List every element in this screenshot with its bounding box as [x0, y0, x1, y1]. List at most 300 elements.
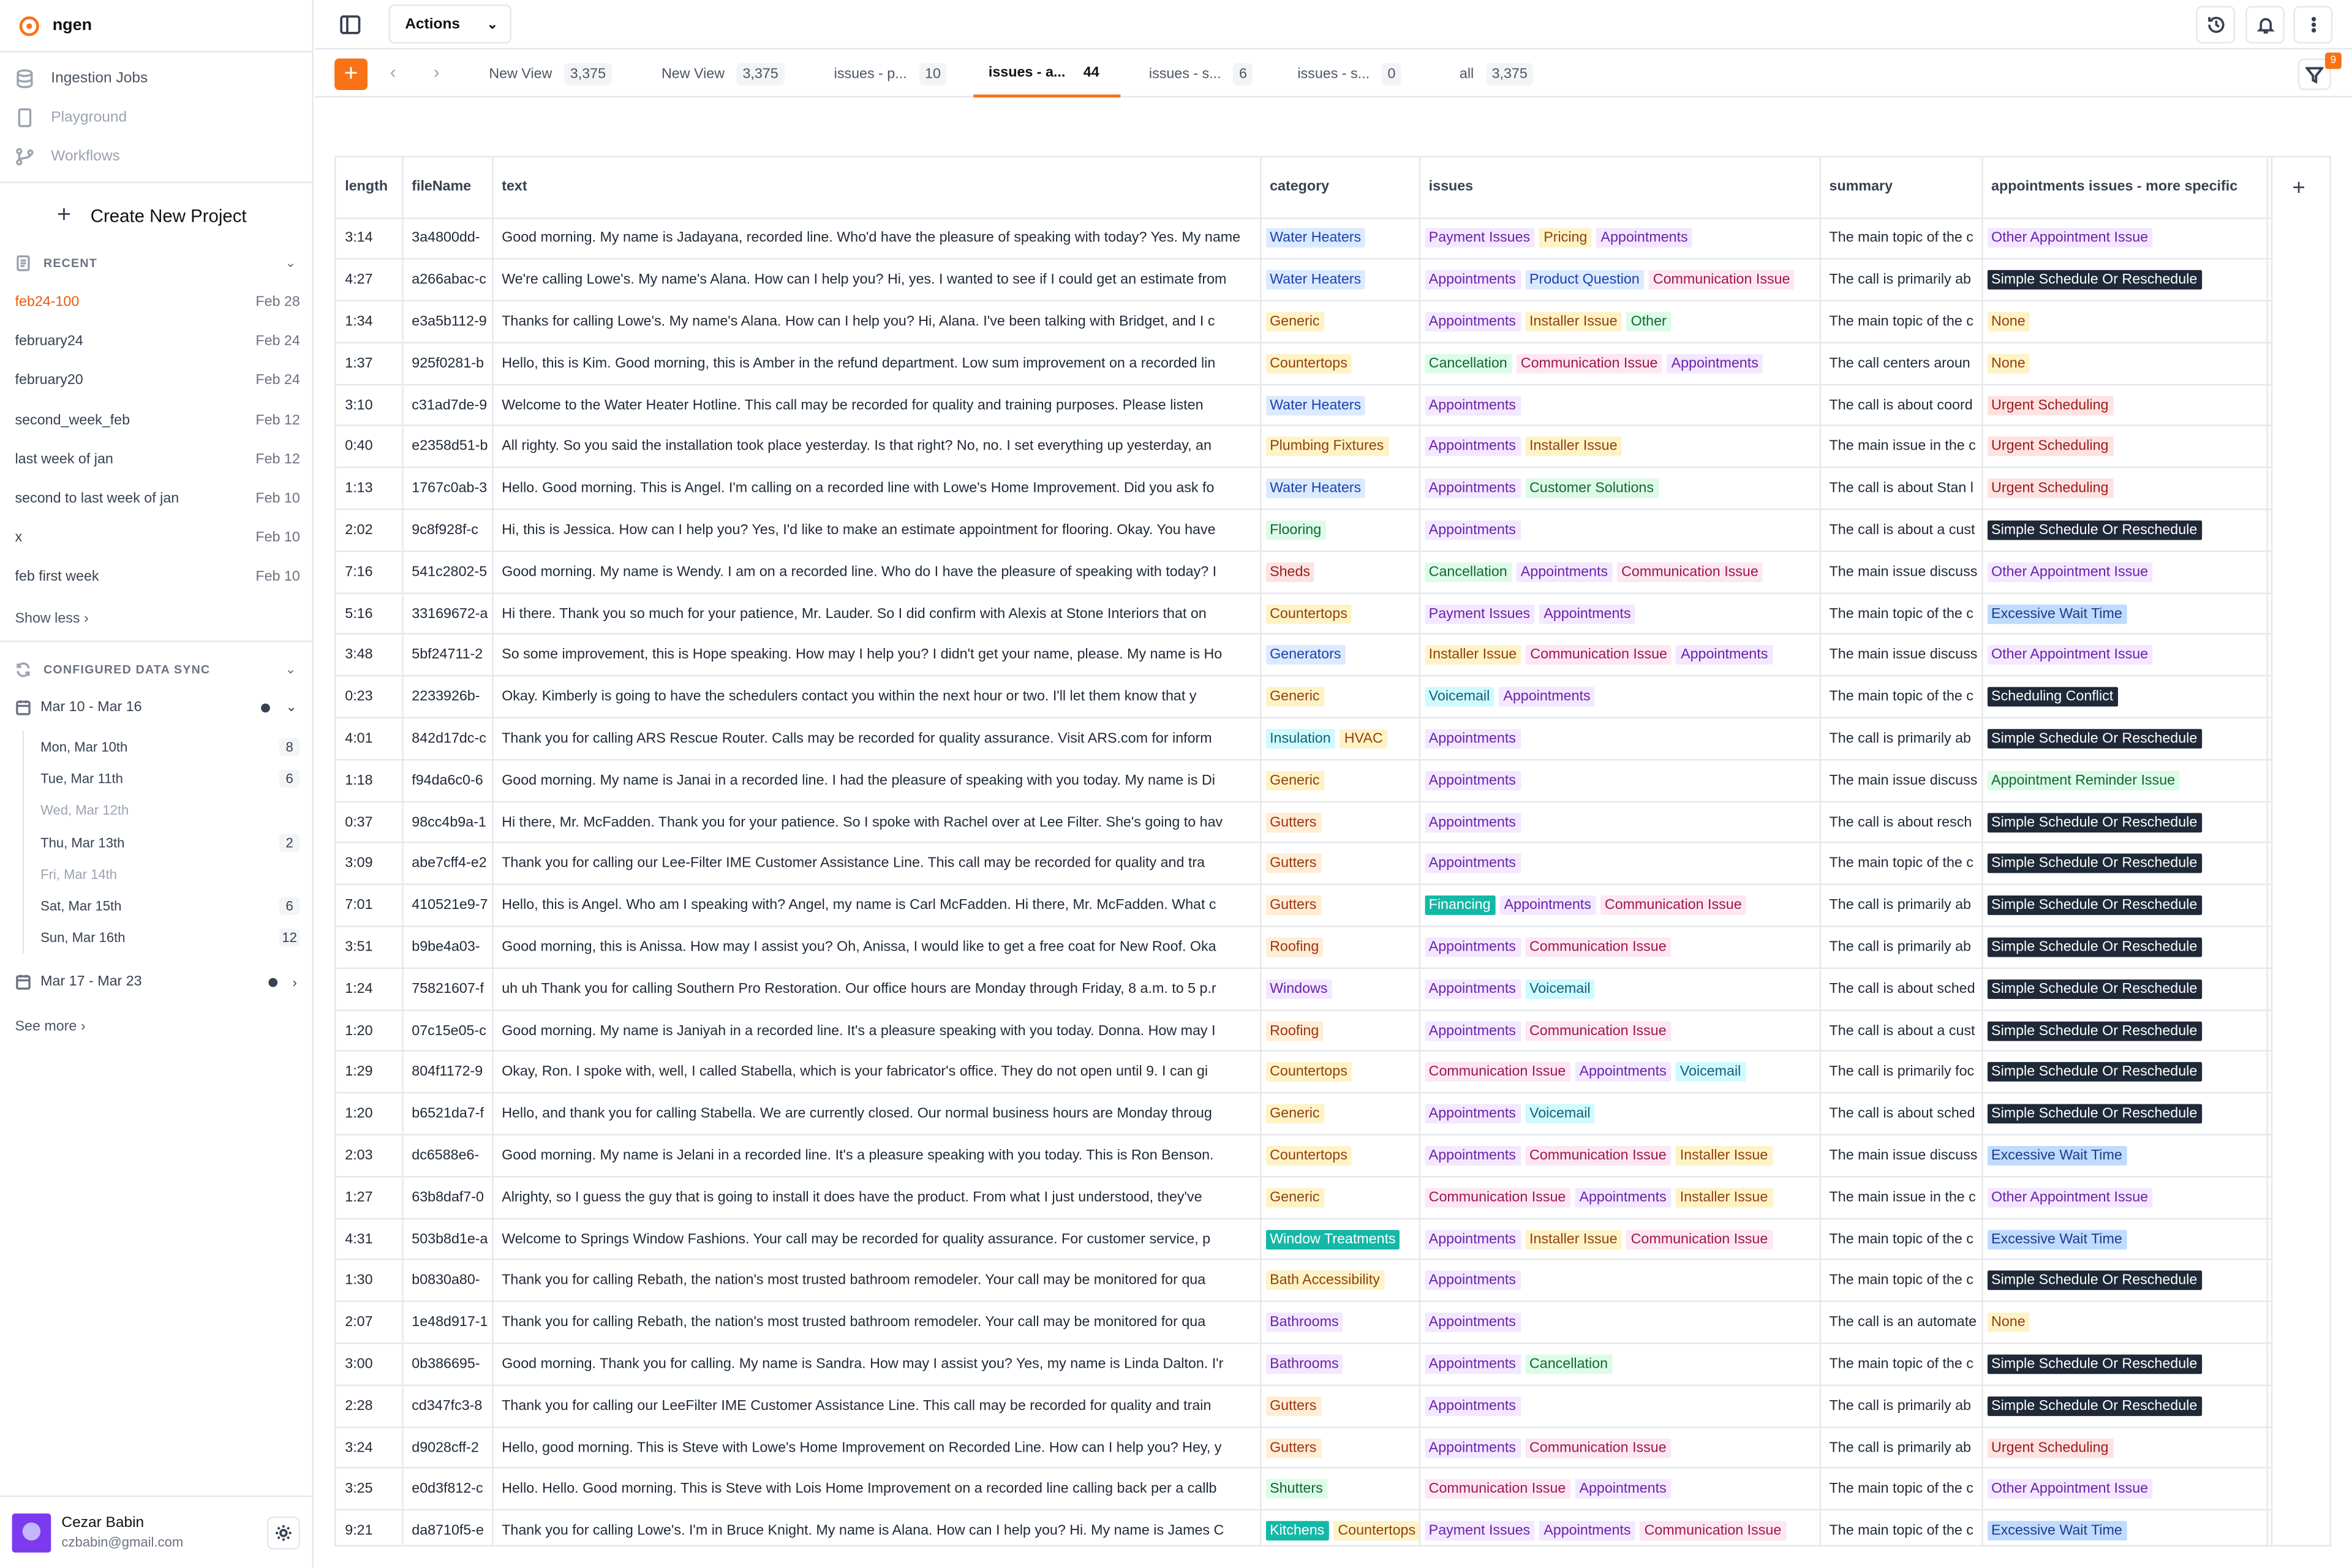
cell-category	[1260, 843, 1419, 884]
table-row[interactable]	[336, 426, 2271, 467]
more-vertical-icon	[2303, 15, 2323, 34]
cell-summary: The main topic of the c	[1820, 593, 1981, 635]
cell-issues	[1419, 426, 1820, 467]
table-row[interactable]	[336, 342, 2271, 384]
tag-pill: Simple Schedule Or Reschedule	[1987, 729, 2202, 748]
cell-appointment-issue	[1981, 593, 2271, 635]
cell-length: 1:37	[336, 342, 402, 384]
table-row[interactable]	[336, 1385, 2271, 1427]
history-button[interactable]	[2196, 6, 2235, 43]
cell-summary: The call is about sched	[1820, 968, 1981, 1009]
cell-issues	[1419, 926, 1820, 968]
cell-appointment-issue	[1981, 426, 2271, 467]
cell-length: 3:51	[336, 926, 402, 968]
nav-workflows[interactable]	[0, 137, 312, 176]
sync-day-item[interactable]	[24, 858, 301, 890]
tag-pill: Appointments	[1499, 895, 1596, 915]
column-header[interactable]: category	[1260, 157, 1419, 217]
project-date: Feb 10	[255, 529, 300, 546]
ngen-logo-icon	[18, 14, 40, 37]
cell-issues	[1419, 676, 1820, 718]
cell-text: So some improvement, this is Hope speaking. How may I help you? I didn't get your name, please. My name is Ho	[492, 635, 1260, 676]
plus-icon: +	[2292, 175, 2305, 202]
tag-pill: Appointments	[1575, 1479, 1671, 1499]
tag-pill: Payment Issues	[1424, 228, 1534, 248]
cell-category	[1260, 926, 1419, 968]
range-label: Mar 17 - Mar 23	[40, 973, 142, 990]
cell-text: Good morning. Thank you for calling. My name is Sandra. How may I assist you? Yes, my name is Linda Dalton. I'r	[492, 1343, 1260, 1385]
tag-pill: Communication Issue	[1516, 353, 1662, 373]
database-icon	[15, 68, 34, 88]
cell-issues	[1419, 1260, 1820, 1302]
recent-header[interactable]	[15, 255, 296, 271]
day-label: Sat, Mar 15th	[40, 899, 122, 914]
tag-pill: Communication Issue	[1525, 1438, 1671, 1457]
recent-label: RECENT	[43, 256, 97, 270]
cell-appointment-issue	[1981, 1260, 2271, 1302]
tag-pill: Payment Issues	[1424, 604, 1534, 624]
recent-project-item[interactable]	[15, 565, 300, 604]
day-count-badge: 2	[279, 833, 300, 851]
cell-summary: The call is about resch	[1820, 801, 1981, 843]
tag-pill: Appointments	[1424, 396, 1520, 415]
cell-appointment-issue	[1981, 1385, 2271, 1427]
cell-text: Thank you for calling our LeeFilter IME Customer Assistance Line. This call may be recorded for quality and train	[492, 1385, 1260, 1427]
cell-summary: The call is about sched	[1820, 1093, 1981, 1135]
tag-pill: Communication Issue	[1525, 1021, 1671, 1041]
table-row[interactable]	[336, 1343, 2271, 1385]
table-row[interactable]	[336, 510, 2271, 551]
cell-text: Thank you for calling ARS Rescue Router. Calls may be recorded for quality assurance. Visit ARS.com for inform	[492, 718, 1260, 760]
cell-issues	[1419, 1302, 1820, 1343]
actions-dropdown[interactable]	[388, 4, 511, 43]
cell-length: 0:23	[336, 676, 402, 718]
table-row[interactable]	[336, 1468, 2271, 1510]
recent-project-item[interactable]	[15, 407, 300, 447]
cell-summary: The main topic of the c	[1820, 676, 1981, 718]
sync-day-item[interactable]	[24, 922, 301, 954]
cell-filename: 0b386695-	[402, 1343, 492, 1385]
column-header[interactable]: fileName	[402, 157, 492, 217]
table-row[interactable]	[336, 718, 2271, 760]
table-row[interactable]	[336, 301, 2271, 342]
cell-summary: The call is primarily ab	[1820, 884, 1981, 926]
nav-ingestion-jobs[interactable]	[0, 59, 312, 98]
tag-pill: Countertops	[1265, 1063, 1352, 1082]
data-sync-header[interactable]	[15, 662, 296, 678]
cell-category	[1260, 1260, 1419, 1302]
cell-issues	[1419, 384, 1820, 426]
cell-appointment-issue	[1981, 1177, 2271, 1218]
cell-summary: The call is about a cust	[1820, 1010, 1981, 1052]
cell-filename: 842d17dc-c	[402, 718, 492, 760]
cell-length: 3:14	[336, 217, 402, 259]
view-tab[interactable]	[819, 51, 962, 97]
cell-issues	[1419, 1177, 1820, 1218]
cell-issues	[1419, 1343, 1820, 1385]
cell-summary: The main topic of the c	[1820, 301, 1981, 342]
create-project-button[interactable]	[57, 203, 247, 230]
tab-label: New View	[662, 66, 725, 83]
cell-length: 3:00	[336, 1343, 402, 1385]
project-name: feb24-100	[15, 294, 80, 311]
nav-label: Workflows	[51, 148, 120, 165]
tag-pill: Roofing	[1265, 937, 1324, 957]
project-date: Feb 28	[255, 294, 300, 311]
tag-pill: Appointments	[1424, 1396, 1520, 1415]
table-row[interactable]	[336, 968, 2271, 1009]
project-date: Feb 24	[255, 372, 300, 390]
tag-pill: Water Heaters	[1265, 270, 1366, 290]
cell-summary: The call is primarily ab	[1820, 926, 1981, 968]
create-project-label: Create New Project	[90, 205, 247, 227]
chevron-down-icon: ⌄	[285, 699, 297, 714]
tag-pill: Urgent Scheduling	[1987, 1438, 2113, 1457]
project-name: last week of jan	[15, 451, 113, 468]
cell-category	[1260, 1177, 1419, 1218]
top-toolbar	[315, 0, 2352, 50]
tag-pill: Gutters	[1265, 854, 1321, 873]
recent-list	[15, 290, 300, 604]
column-header[interactable]: issues	[1419, 157, 1820, 217]
cell-text: Hi there. Thank you so much for your patience, Mr. Lauder. So I did confirm with Alexis at Stone Interiors that on	[492, 593, 1260, 635]
cell-category	[1260, 217, 1419, 259]
tab-count: 3,375	[564, 63, 612, 86]
recent-project-item[interactable]	[15, 447, 300, 486]
table-row[interactable]	[336, 676, 2271, 718]
tag-pill: Appointments	[1424, 1229, 1520, 1249]
cell-issues	[1419, 760, 1820, 801]
cell-appointment-issue	[1981, 760, 2271, 801]
sync-day-item[interactable]	[24, 890, 301, 922]
sidebar-toggle-icon[interactable]	[339, 13, 361, 36]
add-column-button[interactable]	[2266, 157, 2329, 1547]
cell-text: Hello, this is Kim. Good morning, this is Amber in the refund department. Low sum improvement on a recorded lin	[492, 342, 1260, 384]
cell-appointment-issue	[1981, 259, 2271, 301]
cell-issues	[1419, 635, 1820, 676]
cell-category	[1260, 760, 1419, 801]
tag-pill: Excessive Wait Time	[1987, 1146, 2127, 1166]
cell-length: 1:30	[336, 1260, 402, 1302]
tag-pill: Appointments	[1424, 729, 1520, 748]
cell-appointment-issue	[1981, 1135, 2271, 1177]
tag-pill: Appointments	[1424, 1146, 1520, 1166]
cell-issues	[1419, 301, 1820, 342]
tag-pill: None	[1987, 1313, 2030, 1332]
cell-filename: 1767c0ab-3	[402, 468, 492, 510]
tag-pill: Gutters	[1265, 1396, 1321, 1415]
cell-text: Hi, this is Jessica. How can I help you? Yes, I'd like to make an estimate appointment for flooring. Okay. You have	[492, 510, 1260, 551]
table-row[interactable]	[336, 468, 2271, 510]
sync-range-2[interactable]	[15, 973, 296, 990]
cell-summary: The call is primarily foc	[1820, 1052, 1981, 1093]
tag-pill: Communication Issue	[1525, 937, 1671, 957]
cell-appointment-issue	[1981, 1052, 2271, 1093]
tag-pill: Simple Schedule Or Reschedule	[1987, 521, 2202, 540]
cell-issues	[1419, 1510, 1820, 1547]
tag-pill: Excessive Wait Time	[1987, 1229, 2127, 1249]
add-view-button[interactable]	[334, 59, 368, 90]
cell-text: Hello. Hello. Good morning. This is Steve with Lois Home Improvement on a recorded line calling back per a callb	[492, 1468, 1260, 1510]
tag-pill: Other	[1626, 312, 1671, 331]
cell-summary: The call is about Stan l	[1820, 468, 1981, 510]
tag-pill: Sheds	[1265, 562, 1315, 582]
cell-summary: The call is about a cust	[1820, 510, 1981, 551]
tag-pill: HVAC	[1340, 729, 1387, 748]
table-row[interactable]	[336, 1093, 2271, 1135]
cell-length: 1:20	[336, 1093, 402, 1135]
view-tab[interactable]	[1444, 51, 1548, 97]
tag-pill: Water Heaters	[1265, 396, 1366, 415]
table-row[interactable]	[336, 551, 2271, 593]
table-row[interactable]	[336, 926, 2271, 968]
tag-pill: Bathrooms	[1265, 1354, 1343, 1374]
sync-day-item[interactable]	[24, 763, 301, 794]
tag-pill: Countertops	[1333, 1521, 1419, 1541]
plus-icon: +	[344, 61, 358, 86]
cell-summary: The call is an automate	[1820, 1302, 1981, 1343]
status-dot	[262, 703, 271, 712]
cell-issues	[1419, 342, 1820, 384]
table-row[interactable]	[336, 593, 2271, 635]
cell-appointment-issue	[1981, 968, 2271, 1009]
main-nav	[0, 59, 312, 176]
table-row[interactable]	[336, 1302, 2271, 1343]
file-icon	[15, 255, 31, 271]
cell-text: Hello, and thank you for calling Stabella. We are currently closed. Our normal business hours are Monday throug	[492, 1093, 1260, 1135]
cell-category	[1260, 676, 1419, 718]
cell-filename: 503b8d1e-a	[402, 1218, 492, 1260]
table-row[interactable]	[336, 884, 2271, 926]
sync-day-item[interactable]	[24, 794, 301, 826]
settings-button[interactable]	[267, 1517, 300, 1550]
column-header[interactable]: appointments issues - more specific	[1981, 157, 2271, 217]
tag-pill: Voicemail	[1525, 1104, 1595, 1124]
tab-count: 44	[1083, 64, 1099, 81]
column-header[interactable]: summary	[1820, 157, 1981, 217]
cell-filename: e3a5b112-9	[402, 301, 492, 342]
cell-issues	[1419, 510, 1820, 551]
tag-pill: Payment Issues	[1424, 1521, 1534, 1541]
cell-summary: The call is primarily ab	[1820, 1427, 1981, 1468]
tag-pill: Generic	[1265, 1188, 1324, 1207]
see-more-link[interactable]	[15, 1019, 85, 1035]
cell-filename: 3a4800dd-	[402, 217, 492, 259]
cell-filename: dc6588e6-	[402, 1135, 492, 1177]
table-row[interactable]	[336, 384, 2271, 426]
sync-day-item[interactable]	[24, 826, 301, 858]
calendar-icon	[15, 699, 31, 715]
tag-pill: Appointments	[1539, 604, 1635, 624]
chevron-down-icon: ⌄	[285, 662, 297, 677]
cell-category	[1260, 593, 1419, 635]
tag-pill: Pricing	[1539, 228, 1592, 248]
table-row[interactable]	[336, 843, 2271, 884]
recent-project-item[interactable]	[15, 525, 300, 564]
cell-length: 3:09	[336, 843, 402, 884]
tag-pill: Voicemail	[1675, 1063, 1745, 1082]
cell-summary: The call is about coord	[1820, 384, 1981, 426]
tab-label: issues - p...	[834, 66, 907, 83]
chevron-left-icon[interactable]: ‹	[390, 61, 396, 83]
tag-pill: Installer Issue	[1675, 1146, 1772, 1166]
cell-issues	[1419, 1052, 1820, 1093]
tag-pill: Water Heaters	[1265, 479, 1366, 499]
cell-issues	[1419, 1010, 1820, 1052]
cell-filename: 9c8f928f-c	[402, 510, 492, 551]
chevron-down-icon: ⌄	[285, 255, 297, 270]
data-table	[334, 156, 2331, 1547]
day-count-badge: 6	[279, 897, 300, 915]
view-tab[interactable]	[1134, 51, 1268, 97]
tag-pill: Appointments	[1539, 1521, 1635, 1541]
tag-pill: Appointments	[1424, 437, 1520, 457]
cell-text: Good morning, this is Anissa. How may I assist you? Oh, Anissa, I would like to get a free coat for New Roof. Oka	[492, 926, 1260, 968]
history-icon	[2206, 15, 2225, 34]
notifications-button[interactable]	[2245, 6, 2285, 43]
table-row[interactable]	[336, 1427, 2271, 1468]
tag-pill: Appointments	[1667, 353, 1763, 373]
tag-pill: Appointments	[1424, 812, 1520, 832]
git-branch-icon	[15, 146, 34, 166]
cell-category	[1260, 1302, 1419, 1343]
cell-category	[1260, 468, 1419, 510]
view-tab[interactable]	[474, 51, 627, 97]
divider	[0, 181, 314, 183]
sync-day-item[interactable]	[24, 731, 301, 763]
tag-pill: Simple Schedule Or Reschedule	[1987, 812, 2202, 832]
nav-playground[interactable]	[0, 97, 312, 137]
cell-length: 3:24	[336, 1427, 402, 1468]
tag-pill: Simple Schedule Or Reschedule	[1987, 937, 2202, 957]
tab-label: issues - a...	[988, 64, 1066, 81]
cell-summary: The main issue discuss	[1820, 551, 1981, 593]
tag-pill: Product Question	[1525, 270, 1644, 290]
project-name: second to last week of jan	[15, 490, 179, 507]
table-row[interactable]	[336, 635, 2271, 676]
app-name: ngen	[52, 16, 92, 35]
cell-filename: 33169672-a	[402, 593, 492, 635]
cell-length: 7:01	[336, 884, 402, 926]
recent-project-item[interactable]	[15, 486, 300, 525]
tag-pill: Appointments	[1424, 1271, 1520, 1291]
tag-pill: Other Appointment Issue	[1987, 228, 2153, 248]
day-count-badge: 6	[279, 769, 300, 787]
brand[interactable]	[0, 0, 312, 51]
cell-appointment-issue	[1981, 1468, 2271, 1510]
view-tab[interactable]	[1283, 51, 1417, 97]
view-tab[interactable]	[647, 51, 799, 97]
divider	[0, 51, 314, 52]
tab-label: New View	[489, 66, 552, 83]
cell-text: Hello, good morning. This is Steve with Lowe's Home Improvement on Recorded Line. How can I help you? Hey, y	[492, 1427, 1260, 1468]
table-row[interactable]	[336, 1510, 2271, 1547]
table-row[interactable]	[336, 1135, 2271, 1177]
tag-pill: Appointments	[1424, 979, 1520, 999]
cell-filename: cd347fc3-8	[402, 1385, 492, 1427]
cell-text: Okay. Kimberly is going to have the schedulers contact you within the next hour or two. I'll let them know that y	[492, 676, 1260, 718]
table-row[interactable]	[336, 1218, 2271, 1260]
bell-icon	[2255, 15, 2275, 34]
avatar[interactable]	[12, 1513, 51, 1552]
cell-text: Welcome to the Water Heater Hotline. This call may be recorded for quality and training purposes. Please listen	[492, 384, 1260, 426]
tab-label: all	[1459, 66, 1474, 83]
cell-issues	[1419, 1218, 1820, 1260]
cell-appointment-issue	[1981, 718, 2271, 760]
sync-range-1[interactable]	[15, 699, 296, 715]
table-row[interactable]	[336, 1052, 2271, 1093]
tag-pill: Bathrooms	[1265, 1313, 1343, 1332]
chevron-down-icon: ⌄	[486, 15, 499, 31]
cell-appointment-issue	[1981, 884, 2271, 926]
more-menu-button[interactable]	[2294, 6, 2333, 43]
cell-category	[1260, 1135, 1419, 1177]
cell-length: 1:18	[336, 760, 402, 801]
cell-issues	[1419, 468, 1820, 510]
chevron-right-icon[interactable]: ›	[433, 61, 440, 83]
tag-pill: Appointment Reminder Issue	[1987, 771, 2180, 790]
column-header[interactable]: text	[492, 157, 1260, 217]
cell-appointment-issue	[1981, 1302, 2271, 1343]
tag-pill: Generic	[1265, 687, 1324, 707]
cell-text: We're calling Lowe's. My name's Alana. How can I help you? Hi, yes. I wanted to see if I could get an estimate from	[492, 259, 1260, 301]
tag-pill: Communication Issue	[1424, 1479, 1570, 1499]
tag-pill: Gutters	[1265, 812, 1321, 832]
filter-count-badge: 9	[2325, 53, 2342, 69]
cell-category	[1260, 342, 1419, 384]
cell-length: 1:27	[336, 1177, 402, 1218]
filter-button[interactable]	[2298, 55, 2337, 90]
show-less-link[interactable]	[15, 611, 88, 627]
recent-project-item[interactable]	[15, 368, 300, 407]
tag-pill: Communication Issue	[1626, 1229, 1772, 1249]
cell-text: Thank you for calling Rebath, the nation's most trusted bathroom remodeler. Your call may be monitored for qua	[492, 1260, 1260, 1302]
cell-filename: b9be4a03-	[402, 926, 492, 968]
cell-length: 2:07	[336, 1302, 402, 1343]
cell-issues	[1419, 1468, 1820, 1510]
cell-filename: 410521e9-7	[402, 884, 492, 926]
recent-project-item[interactable]	[15, 329, 300, 368]
table-row[interactable]	[336, 801, 2271, 843]
tag-pill: Urgent Scheduling	[1987, 437, 2113, 457]
cell-category	[1260, 718, 1419, 760]
cell-appointment-issue	[1981, 1218, 2271, 1260]
table-row[interactable]	[336, 760, 2271, 801]
user-panel	[0, 1496, 314, 1568]
cell-issues	[1419, 1135, 1820, 1177]
cell-text: Hi there, Mr. McFadden. Thank you for your patience. So I spoke with Rachel over at Lee Filter. She's going to hav	[492, 801, 1260, 843]
cell-length: 3:25	[336, 1468, 402, 1510]
nav-label: Ingestion Jobs	[51, 69, 148, 86]
tag-pill: Generators	[1265, 646, 1346, 665]
table-row[interactable]	[336, 217, 2271, 259]
table-row[interactable]	[336, 1010, 2271, 1052]
table-row[interactable]	[336, 1177, 2271, 1218]
table-row[interactable]	[336, 1260, 2271, 1302]
tag-pill: Installer Issue	[1525, 437, 1622, 457]
recent-project-item[interactable]	[15, 290, 300, 329]
table-row[interactable]	[336, 259, 2271, 301]
cell-filename: a266abac-c	[402, 259, 492, 301]
sidebar	[0, 0, 314, 1567]
column-header[interactable]: length	[336, 157, 402, 217]
cell-category	[1260, 1218, 1419, 1260]
cell-appointment-issue	[1981, 1427, 2271, 1468]
cell-filename: c31ad7de-9	[402, 384, 492, 426]
view-tab[interactable]	[973, 51, 1120, 97]
cell-filename: 2233926b-	[402, 676, 492, 718]
cell-summary: The call is primarily ab	[1820, 718, 1981, 760]
